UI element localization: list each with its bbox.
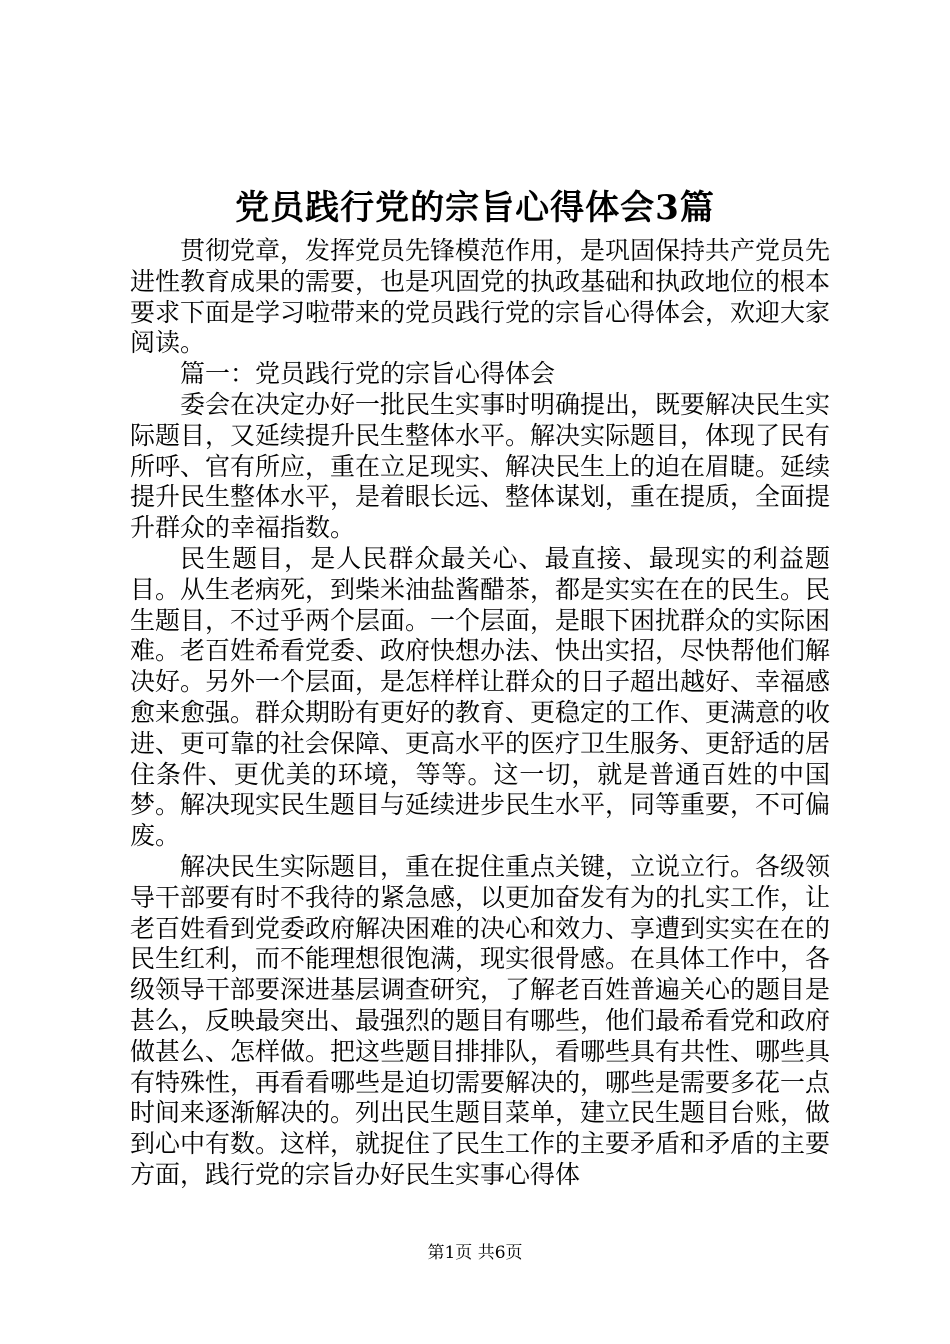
- document-body: [130, 236, 830, 1191]
- body-paragraph: 解决民生实际题目，重在捉住重点关键，立说立行。各级领导干部要有时不我待的紧急感，以更加奋发有为的扎实工作，让老百姓看到党委政府解决困难的决心和效力、享遭到实实在在的民生红利，而不能理想很饱满，现实很骨感。在具体工作中，各级领导干部要深进基层调查研究，了解老百姓普遍关心的题目是甚么，反映最突出、最强烈的题目有哪些，他们最希看党和政府做甚么、怎样做。把这些题目排排队，看哪些具有共性、哪些具有特殊性，再看看哪些是迫切需要解决的，哪些是需要多花一点时间来逐渐解决的。列出民生题目菜单，建立民生题目台账，做到心中有数。这样，就捉住了民生工作的主要矛盾和矛盾的主要方面，践行党的宗旨办好民生实事心得体: [130, 851, 831, 1189]
- intro-paragraph: 贯彻党章，发挥党员先锋模范作用，是巩固保持共产党员先进性教育成果的需要，也是巩固党的执政基础和执政地位的根本要求下面是学习啦带来的党员践行党的宗旨心得体会，欢迎大家阅读。: [130, 236, 831, 358]
- body-paragraph: 委会在决定办好一批民生实事时明确提出，既要解决民生实际题目，又延续提升民生整体水平。解决实际题目，体现了民有所呼、官有所应，重在立足现实、解决民生上的迫在眉睫。延续提升民生整体水平，是着眼长远、整体谋划，重在提质，全面提升群众的幸福指数。: [130, 389, 831, 543]
- body-paragraph: 民生题目，是人民群众最关心、最直接、最现实的利益题目。从生老病死，到柴米油盐酱醋茶，都是实实在在的民生。民生题目，不过乎两个层面。一个层面，是眼下困扰群众的实际困难。老百姓希看党委、政府快想办法、快出实招，尽快帮他们解决好。另外一个层面，是怎样样让群众的日子超出越好、幸福感愈来愈强。群众期盼有更好的教育、更稳定的工作、更满意的收进、更可靠的社会保障、更高水平的医疗卫生服务、更舒适的居住条件、更优美的环境，等等。这一切，就是普通百姓的中国梦。解决现实民生题目与延续进步民生水平，同等重要，不可偏废。: [130, 543, 831, 851]
- document-title: 党员践行党的宗旨心得体会3篇: [235, 188, 715, 228]
- section-heading: 篇一：党员践行党的宗旨心得体会: [180, 359, 556, 389]
- page-footer: 第1页 共6页: [427, 1243, 523, 1263]
